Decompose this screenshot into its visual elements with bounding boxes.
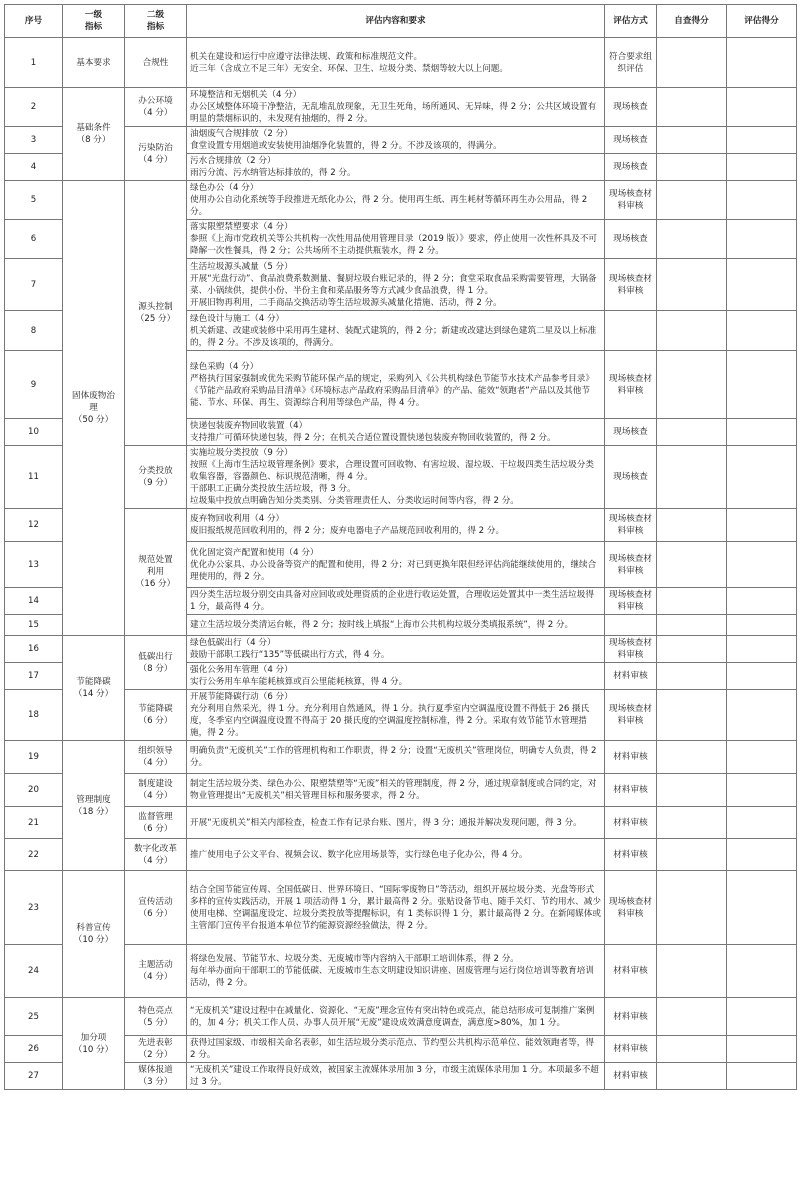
self-score-cell[interactable] xyxy=(657,446,727,509)
level2-indicator: 特色亮点 （5 分） xyxy=(125,998,187,1036)
row-number: 17 xyxy=(5,663,63,690)
eval-score-cell[interactable] xyxy=(727,741,797,774)
eval-score-cell[interactable] xyxy=(727,154,797,181)
self-score-cell[interactable] xyxy=(657,690,727,741)
table-row xyxy=(5,871,797,945)
evaluation-method: 材料审核 xyxy=(605,945,657,998)
self-score-cell[interactable] xyxy=(657,154,727,181)
evaluation-content: 机关在建设和运行中应遵守法律法规、政策和标准规范文件。 近三年（含成立不足三年）无安全、环保、卫生、垃圾分类、禁烟等较大以上问题。 xyxy=(187,38,605,88)
self-score-cell[interactable] xyxy=(657,220,727,259)
level2-indicator: 主题活动 （4 分） xyxy=(125,945,187,998)
evaluation-content: 推广使用电子公文平台、视频会议、数字化应用场景等，实行绿色电子化办公，得 4 分。 xyxy=(187,839,605,871)
eval-score-cell[interactable] xyxy=(727,509,797,542)
eval-score-cell[interactable] xyxy=(727,88,797,127)
eval-score-cell[interactable] xyxy=(727,419,797,446)
self-score-cell[interactable] xyxy=(657,663,727,690)
row-number: 10 xyxy=(5,419,63,446)
level2-indicator: 先进表彰 （2 分） xyxy=(125,1036,187,1063)
row-number: 23 xyxy=(5,871,63,945)
self-score-cell[interactable] xyxy=(657,615,727,636)
level2-indicator: 合规性 xyxy=(125,38,187,88)
evaluation-content: 优化固定资产配置和使用（4 分） 优化办公家具、办公设备等资产的配置和使用，得 2 分；对已到更换年限但经评估尚能继续使用的，继续合理使用的，得 2 分。 xyxy=(187,542,605,588)
self-score-cell[interactable] xyxy=(657,807,727,839)
eval-score-cell[interactable] xyxy=(727,181,797,220)
eval-score-cell[interactable] xyxy=(727,998,797,1036)
evaluation-method: 现场核查 xyxy=(605,446,657,509)
row-number: 14 xyxy=(5,588,63,615)
table-row xyxy=(5,181,797,220)
evaluation-method: 材料审核 xyxy=(605,774,657,807)
self-score-cell[interactable] xyxy=(657,351,727,419)
evaluation-method: 现场核查材料审核 xyxy=(605,351,657,419)
self-score-cell[interactable] xyxy=(657,1036,727,1063)
row-number: 24 xyxy=(5,945,63,998)
evaluation-content: 将绿色发展、节能节水、垃圾分类、无废城市等内容纳入干部职工培训体系，得 2 分。 每年举办面向干部职工的节能低碳、无废城市生态文明建设知识讲座、固废管理与运行岗位培训等教育培训活动，得 2 分。 xyxy=(187,945,605,998)
level2-indicator: 宣传活动 （6 分） xyxy=(125,871,187,945)
evaluation-content: 结合全国节能宣传周、全国低碳日、世界环境日、“国际零废物日”等活动，组织开展垃圾分类、光盘等形式多样的宣传实践活动，开展 1 项活动得 1 分，累计最高得 2 分。张贴设备节电、随手关灯、节约用水、减少使用电梯、空调温度设定、垃圾分类投放等提醒标识，有 1 类标识得 1 分，累计最高得 2 分。在新闻媒体或主管部门宣传平台报道本单位节约能源资源经验做法，得 2 分。 xyxy=(187,871,605,945)
level2-indicator: 监督管理 （6 分） xyxy=(125,807,187,839)
self-score-cell[interactable] xyxy=(657,871,727,945)
evaluation-content: “无废机关”建设过程中在减量化、资源化、“无废”理念宣传有突出特色或亮点，能总结形成可复制推广案例的，加 4 分；机关工作人员、办事人员开展“无废”建设成效满意度调查，满意度>80%，加 1 分。 xyxy=(187,998,605,1036)
self-score-cell[interactable] xyxy=(657,1063,727,1090)
evaluation-method: 材料审核 xyxy=(605,1063,657,1090)
row-number: 22 xyxy=(5,839,63,871)
level2-indicator: 办公环境 （4 分） xyxy=(125,88,187,127)
eval-score-cell[interactable] xyxy=(727,690,797,741)
evaluation-method: 现场核查材料审核 xyxy=(605,636,657,663)
row-number: 20 xyxy=(5,774,63,807)
eval-score-cell[interactable] xyxy=(727,542,797,588)
evaluation-method: 材料审核 xyxy=(605,741,657,774)
self-score-cell[interactable] xyxy=(657,419,727,446)
eval-score-cell[interactable] xyxy=(727,220,797,259)
row-number: 19 xyxy=(5,741,63,774)
row-number: 25 xyxy=(5,998,63,1036)
evaluation-method: 符合要求组织评估 xyxy=(605,38,657,88)
level2-indicator: 数字化改革 （4 分） xyxy=(125,839,187,871)
row-number: 4 xyxy=(5,154,63,181)
self-score-cell[interactable] xyxy=(657,998,727,1036)
row-number: 27 xyxy=(5,1063,63,1090)
level1-indicator: 基本要求 xyxy=(63,38,125,88)
level2-indicator: 低碳出行 （8 分） xyxy=(125,636,187,690)
self-score-cell[interactable] xyxy=(657,259,727,311)
level2-indicator: 组织领导 （4 分） xyxy=(125,741,187,774)
evaluation-content: 明确负责“无废机关”工作的管理机构和工作职责，得 2 分；设置“无废机关”管理岗位，明确专人负责，得 2 分。 xyxy=(187,741,605,774)
evaluation-method: 材料审核 xyxy=(605,807,657,839)
level2-indicator: 媒体报道 （3 分） xyxy=(125,1063,187,1090)
self-score-cell[interactable] xyxy=(657,311,727,351)
evaluation-method: 现场核查 xyxy=(605,220,657,259)
evaluation-content: 开展节能降碳行动（6 分） 充分利用自然采光，得 1 分。充分利用自然通风，得 1 分。执行夏季室内空调温度设置不得低于 26 摄氏度，冬季室内空调温度设置不得高于 20 摄氏度的空调温度控制标准，得 2 分。采取有效节能节水管理措施，得 2 分。 xyxy=(187,690,605,741)
evaluation-method xyxy=(605,311,657,351)
level2-indicator: 污染防治 （4 分） xyxy=(125,127,187,181)
self-score-cell[interactable] xyxy=(657,588,727,615)
table-row xyxy=(5,38,797,88)
level2-indicator: 源头控制 （25 分） xyxy=(125,181,187,446)
header-self-score: 自查得分 xyxy=(657,5,727,38)
evaluation-method: 现场核查材料审核 xyxy=(605,542,657,588)
evaluation-content: 强化公务用车管理（4 分） 实行公务用车单车能耗核算或百公里能耗核算，得 4 分。 xyxy=(187,663,605,690)
evaluation-content: 废弃物回收利用（4 分） 废旧报纸规范回收利用的，得 2 分；废弃电器电子产品规范回收利用的，得 2 分。 xyxy=(187,509,605,542)
row-number: 8 xyxy=(5,311,63,351)
evaluation-content: 绿色采购（4 分） 严格执行国家强制或优先采购节能环保产品的规定，采购列入《公共机构绿色节能节水技术产品参考目录》《节能产品政府采购品目清单》《环境标志产品政府采购品目清单》的产品、能效“领跑者”产品以及其他节能、节水、环保、再生、资源综合利用等绿色产品，得 4 分。 xyxy=(187,351,605,419)
eval-score-cell[interactable] xyxy=(727,663,797,690)
row-number: 5 xyxy=(5,181,63,220)
eval-score-cell[interactable] xyxy=(727,807,797,839)
table-row xyxy=(5,741,797,774)
eval-score-cell[interactable] xyxy=(727,871,797,945)
eval-score-cell[interactable] xyxy=(727,1036,797,1063)
row-number: 15 xyxy=(5,615,63,636)
eval-score-cell[interactable] xyxy=(727,351,797,419)
row-number: 1 xyxy=(5,38,63,88)
evaluation-method: 材料审核 xyxy=(605,663,657,690)
eval-score-cell[interactable] xyxy=(727,1063,797,1090)
evaluation-method: 现场核查材料审核 xyxy=(605,588,657,615)
level1-indicator: 节能降碳 （14 分） xyxy=(63,636,125,741)
evaluation-content: 污水合规排放（2 分） 雨污分流、污水纳管达标排放的，得 2 分。 xyxy=(187,154,605,181)
row-number: 3 xyxy=(5,127,63,154)
evaluation-content: 实施垃圾分类投放（9 分） 按照《上海市生活垃圾管理条例》要求，合理设置可回收物、有害垃圾、湿垃圾、干垃圾四类生活垃圾分类收集容器，容器颜色、标识规范清晰，得 4 分。 干部职工正确分类投放生活垃圾，得 3 分。 垃圾集中投放点明确告知分类类别、分类管理责任人、分类收运时间等内容，得 2 分。 xyxy=(187,446,605,509)
eval-score-cell[interactable] xyxy=(727,38,797,88)
header-seq: 序号 xyxy=(5,5,63,38)
row-number: 16 xyxy=(5,636,63,663)
row-number: 9 xyxy=(5,351,63,419)
evaluation-method: 现场核查材料审核 xyxy=(605,871,657,945)
evaluation-table xyxy=(4,4,797,1090)
self-score-cell[interactable] xyxy=(657,38,727,88)
self-score-cell[interactable] xyxy=(657,839,727,871)
evaluation-method: 现场核查 xyxy=(605,88,657,127)
eval-score-cell[interactable] xyxy=(727,127,797,154)
row-number: 11 xyxy=(5,446,63,509)
eval-score-cell[interactable] xyxy=(727,774,797,807)
row-number: 26 xyxy=(5,1036,63,1063)
evaluation-content: 开展“无废机关”相关内部检查，检查工作有记录台账、图片，得 3 分；通报并解决发现问题，得 3 分。 xyxy=(187,807,605,839)
eval-score-cell[interactable] xyxy=(727,446,797,509)
header-level1: 一级 指标 xyxy=(63,5,125,38)
table-row xyxy=(5,998,797,1036)
eval-score-cell[interactable] xyxy=(727,839,797,871)
self-score-cell[interactable] xyxy=(657,88,727,127)
level2-indicator: 规范处置 利用 （16 分） xyxy=(125,509,187,636)
evaluation-method: 材料审核 xyxy=(605,998,657,1036)
evaluation-content: 快递包装废弃物回收装置（4） 支持推广可循环快递包装，得 2 分；在机关合适位置设置快递包装废弃物回收装置的，得 2 分。 xyxy=(187,419,605,446)
row-number: 6 xyxy=(5,220,63,259)
eval-score-cell[interactable] xyxy=(727,636,797,663)
header-method: 评估方式 xyxy=(605,5,657,38)
eval-score-cell[interactable] xyxy=(727,615,797,636)
eval-score-cell[interactable] xyxy=(727,588,797,615)
level1-indicator: 管理制度 （18 分） xyxy=(63,741,125,871)
row-number: 21 xyxy=(5,807,63,839)
evaluation-method: 现场核查材料审核 xyxy=(605,181,657,220)
eval-score-cell[interactable] xyxy=(727,945,797,998)
evaluation-method: 材料审核 xyxy=(605,1036,657,1063)
self-score-cell[interactable] xyxy=(657,636,727,663)
level2-indicator: 分类投放 （9 分） xyxy=(125,446,187,509)
eval-score-cell[interactable] xyxy=(727,259,797,311)
evaluation-content: 获得过国家级、市级相关命名表彰，如生活垃圾分类示范点、节约型公共机构示范单位、能效领跑者等，得 2 分。 xyxy=(187,1036,605,1063)
level2-indicator: 制度建设 （4 分） xyxy=(125,774,187,807)
evaluation-method: 现场核查 xyxy=(605,154,657,181)
level1-indicator: 科普宣传 （10 分） xyxy=(63,871,125,998)
self-score-cell[interactable] xyxy=(657,774,727,807)
eval-score-cell[interactable] xyxy=(727,311,797,351)
header-level2: 二级 指标 xyxy=(125,5,187,38)
row-number: 13 xyxy=(5,542,63,588)
table-row xyxy=(5,636,797,663)
evaluation-content: 建立生活垃圾分类清运台帐，得 2 分；按时线上填报“上海市公共机构垃圾分类填报系统”，得 2 分。 xyxy=(187,615,605,636)
level2-indicator: 节能降碳 （6 分） xyxy=(125,690,187,741)
row-number: 12 xyxy=(5,509,63,542)
self-score-cell[interactable] xyxy=(657,509,727,542)
row-number: 18 xyxy=(5,690,63,741)
evaluation-content: 绿色设计与施工（4 分） 机关新建、改建或装修中采用再生建材、装配式建筑的，得 2 分；新建或改建达到绿色建筑二星及以上标准的，得 2 分。不涉及该项的，得满分。 xyxy=(187,311,605,351)
self-score-cell[interactable] xyxy=(657,542,727,588)
self-score-cell[interactable] xyxy=(657,741,727,774)
evaluation-content: 环境整洁和无烟机关（4 分） 办公区域整体环境干净整洁，无乱堆乱放现象，无卫生死角，场所通风、无异味，得 2 分；公共区域设置有明显的禁烟标识的，未发现有抽烟的，得 2 分。 xyxy=(187,88,605,127)
evaluation-content: 四分类生活垃圾分别交由具备对应回收或处理资质的企业进行收运处置，合理收运处置其中一类生活垃圾得 1 分，最高得 4 分。 xyxy=(187,588,605,615)
evaluation-content: 绿色办公（4 分） 使用办公自动化系统等手段推进无纸化办公，得 2 分。使用再生纸、再生耗材等循环再生办公用品，得 2 分。 xyxy=(187,181,605,220)
evaluation-method xyxy=(605,615,657,636)
level1-indicator: 基础条件 （8 分） xyxy=(63,88,125,181)
evaluation-method: 现场核查材料审核 xyxy=(605,509,657,542)
evaluation-method: 现场核查材料审核 xyxy=(605,690,657,741)
evaluation-content: 生活垃圾源头减量（5 分） 开展“光盘行动”、食品浪费系数测量、餐厨垃圾台账记录的，得 2 分；食堂采取食品采购需要管理，大锅备菜、小锅续供，提供小份、半份主食和菜品服务等方式减少食品浪费，得 1 分。 开展旧物再利用，二手商品交换活动等生活垃圾源头减量化措施、活动，得 2 分。 xyxy=(187,259,605,311)
header-content: 评估内容和要求 xyxy=(187,5,605,38)
self-score-cell[interactable] xyxy=(657,181,727,220)
evaluation-content: 油烟废气合规排放（2 分） 食堂设置专用烟道或安装使用油烟净化装置的，得 2 分。不涉及该项的，得满分。 xyxy=(187,127,605,154)
row-number: 2 xyxy=(5,88,63,127)
evaluation-content: 落实限塑禁塑要求（4 分） 参照《上海市党政机关等公共机构一次性用品使用管理目录（2019 版）》要求，停止使用一次性杯具及不可降解一次性餐具，得 2 分；公共场所不主动提供瓶装水，得 2 分。 xyxy=(187,220,605,259)
table-row xyxy=(5,88,797,127)
self-score-cell[interactable] xyxy=(657,945,727,998)
evaluation-method: 现场核查 xyxy=(605,419,657,446)
evaluation-method: 现场核查 xyxy=(605,127,657,154)
evaluation-content: “无废机关”建设工作取得良好成效，被国家主流媒体录用加 3 分，市级主流媒体录用加 1 分。本项最多不超过 3 分。 xyxy=(187,1063,605,1090)
evaluation-method: 材料审核 xyxy=(605,839,657,871)
self-score-cell[interactable] xyxy=(657,127,727,154)
level1-indicator: 加分项 （10 分） xyxy=(63,998,125,1090)
evaluation-content: 绿色低碳出行（4 分） 鼓励干部职工践行“135”等低碳出行方式，得 4 分。 xyxy=(187,636,605,663)
evaluation-content: 制定生活垃圾分类、绿色办公、限塑禁塑等“无废”相关的管理制度，得 2 分，通过规章制度或合同约定，对物业管理提出“无废机关”相关管理目标和服务要求，得 2 分。 xyxy=(187,774,605,807)
row-number: 7 xyxy=(5,259,63,311)
evaluation-method: 现场核查材料审核 xyxy=(605,259,657,311)
header-row xyxy=(5,5,797,38)
header-eval-score: 评估得分 xyxy=(727,5,797,38)
level1-indicator: 固体废物治 理 （50 分） xyxy=(63,181,125,636)
